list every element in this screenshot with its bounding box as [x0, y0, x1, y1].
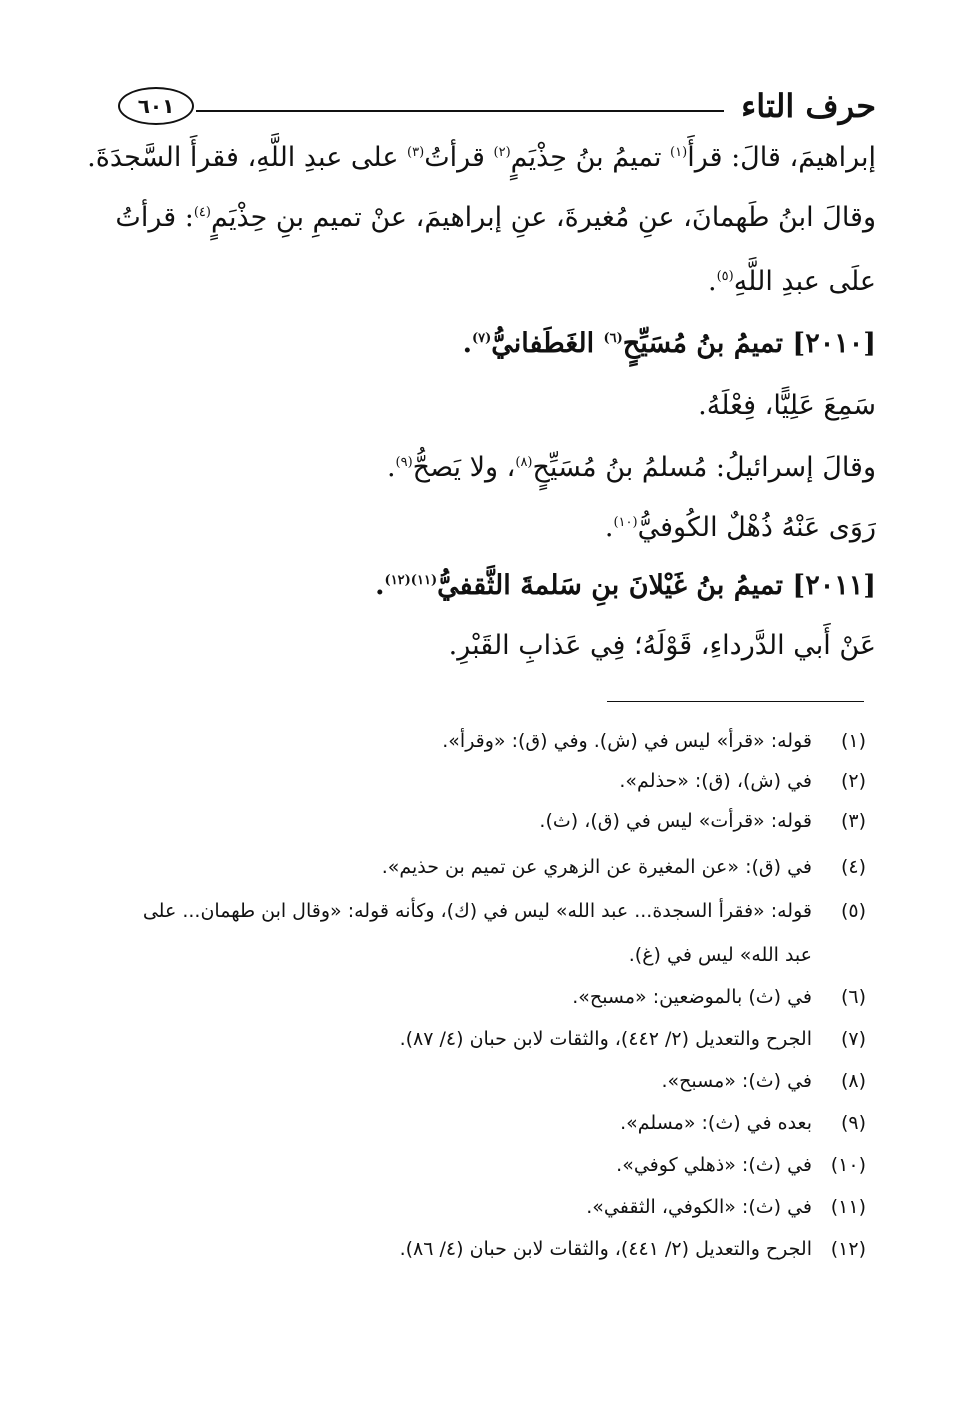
text-line: رَوَى عَنْهُ ذُهْلٌ الكُوفيُّ$^{(١٠)}$.	[604, 512, 876, 543]
footnote: (١٢)الجرح والتعديل (٢/ ٤٤١)، والثقات لابن حبان (٤/ ٨٦).	[399, 1238, 866, 1260]
footnote-ref: (٨)	[515, 455, 533, 470]
text-line: وقالَ إسرائيلُ: مُسلمُ بنُ مُسَيِّحٍ$^{(٨)}$، ولا يَصحُّ$^{(٩)}$.	[386, 452, 876, 483]
footnote-separator	[607, 701, 864, 702]
footnote-ref: (٤)	[193, 205, 211, 220]
footnote-ref: (٧)	[471, 331, 492, 346]
footnote: (٥)قوله: «فقرأ السجدة... عبد الله» ليس في (ك)، وكأنه قوله: «وقال ابن طهمان... على	[142, 900, 866, 922]
footnote-ref: (١١)(١٢)	[384, 573, 438, 588]
footnote: (٢)في (ش)، (ق): «حذلم».	[619, 770, 866, 792]
footnote-ref: (١٠)	[613, 515, 638, 530]
chapter-title: حرف التاء	[741, 87, 876, 125]
footnote: (٩)بعده في (ث): «مسلم».	[620, 1112, 866, 1134]
text-line: سَمِعَ عَلِيًّا، فِعْلَهُ.	[698, 390, 876, 421]
footnote: (٧)الجرح والتعديل (٢/ ٤٤٢)، والثقات لابن حبان (٤/ ٨٧).	[399, 1028, 866, 1050]
footnote: (١١)في (ث): «الكوفي، الثقفي».	[586, 1196, 866, 1218]
text-line: إبراهيمَ، قالَ: قرأَ$^{(١)}$ تميمُ بنُ حِذْيَمٍ$^{(٢)}$ قرأتُ$^{(٣)}$ على عبدِ اللَّهِ، فقرأَ السَّجدَةَ.	[87, 142, 876, 173]
footnote: (١٠)في (ث): «ذهلي كوفي».	[616, 1154, 866, 1176]
footnote-ref: (١)	[670, 145, 688, 160]
footnote-continuation: عبد الله» ليس في (غ).	[628, 944, 812, 966]
entry-heading: [٢٠١٠] تميمُ بنُ مُسَيِّحٍ$^{(٦)}$ الغَطَفانيُّ$^{(٧)}$.	[462, 328, 876, 359]
text-line: علَى عبدِ اللَّهِ$^{(٥)}$.	[707, 266, 876, 297]
footnote: (٦)في (ث) بالموضعين: «مسبح».	[572, 986, 866, 1008]
footnote-ref: (٢)	[493, 145, 511, 160]
footnote-ref: (٩)	[395, 455, 413, 470]
entry-heading: [٢٠١١] تميمُ بنُ غَيْلانَ بنِ سَلمةَ الثَّقفيُّ$^{(١١)(١٢)}$.	[375, 570, 876, 601]
text-line: عَنْ أَبي الدَّرداءِ، قَوْلَهُ؛ فِي عَذابِ القَبْرِ.	[448, 630, 876, 661]
footnote: (١)قوله: «قرأ» ليس في (ش). وفي (ق): «وقرأ».	[442, 730, 866, 752]
page-header	[118, 84, 876, 128]
page-number: ٦٠١	[118, 87, 194, 125]
footnote: (٨)في (ث): «مسبح».	[661, 1070, 866, 1092]
footnote: (٤)في (ق): «عن المغيرة عن الزهري عن تميم بن حذيم».	[381, 856, 866, 878]
header-rule	[196, 110, 724, 112]
text-line: وقالَ ابنُ طَهمانَ، عنِ مُغيرةَ، عنِ إبراهيمَ، عنْ تميمِ بنِ حِذْيَمٍ$^{(٤)}$: قرأتُ	[115, 202, 876, 233]
footnote-ref: (٦)	[603, 331, 623, 346]
footnote: (٣)قوله: «قرأت» ليس في (ق)، (ث).	[539, 810, 866, 832]
footnote-ref: (٣)	[407, 145, 425, 160]
footnote-ref: (٥)	[716, 269, 734, 284]
